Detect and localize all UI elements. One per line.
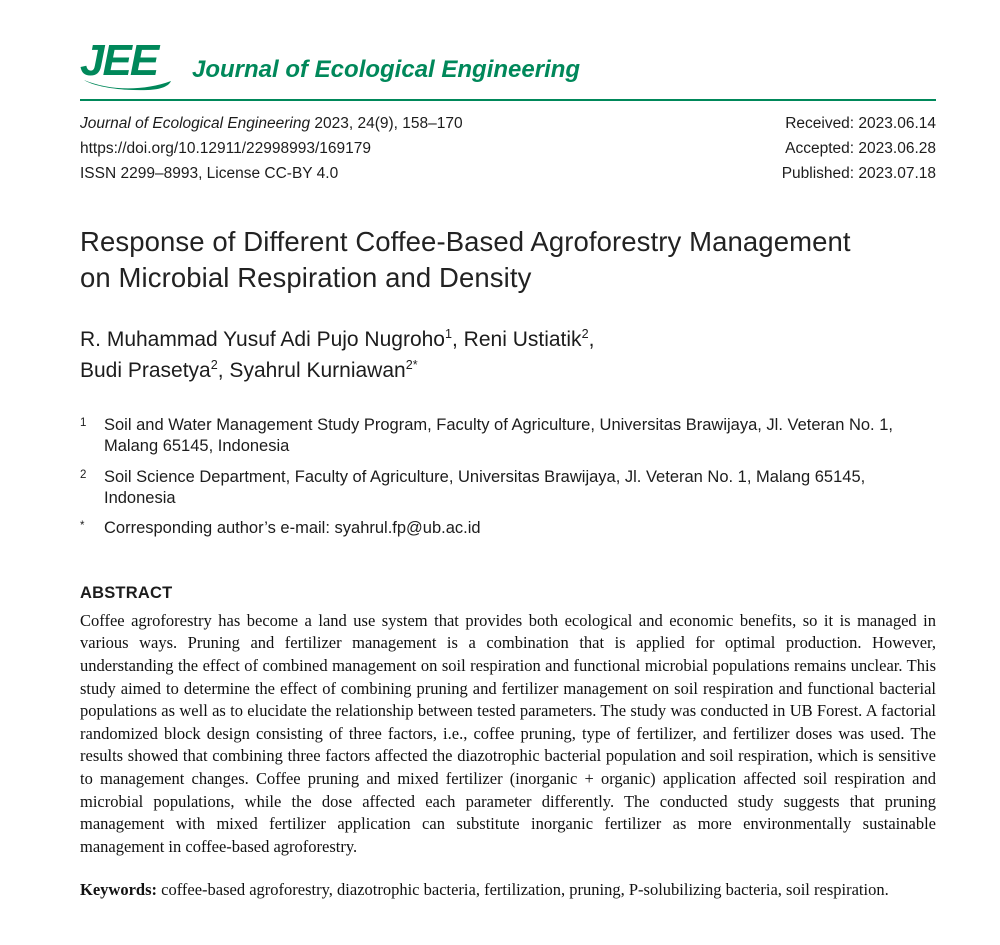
authors-line-2 [80, 355, 936, 387]
corresponding-text [104, 518, 936, 539]
article-metadata [80, 112, 936, 188]
paper-title [80, 224, 936, 297]
dates-block [782, 112, 936, 188]
jee-logo [80, 36, 174, 92]
affiliation-marker: 2 [80, 468, 87, 481]
author-affil-marker: 2 [210, 358, 218, 373]
affiliation-text: Soil Science Department, Faculty of Agriculture, Universitas Brawijaya, Jl. Veteran No. 1, Malang 65145, Indonesia [104, 467, 866, 507]
author-name: R. Muhammad Yusuf Adi Pujo Nugroho [80, 327, 445, 351]
corresponding-author [80, 518, 936, 539]
journal-header [80, 36, 936, 92]
author-name: , Reni Ustiatik [452, 327, 582, 351]
citation-journal: Journal of Ecological Engineering [80, 114, 311, 132]
affiliation-list [80, 415, 936, 540]
published-date: Published: 2023.07.18 [781, 165, 936, 183]
abstract-body: Coffee agroforestry has become a land use system that provides both ecological and economic benefits, so it is managed in various ways. Pruning and fertilizer management is a combination that is applied for optimal production. However, understanding the effect of combined management on soil respiration and functional microbial populations remains unclear. This study aimed to determine the effect of combining pruning and fertilizer management on soil respiration and functional bacterial populations as well as to elucidate the relationship between tested parameters. The study was conducted in UB Forest. A factorial randomized block design consisting of three factors, i.e., coffee pruning, type of fertilizer, and fertilizer doses was used. The results showed that combining three factors affected the diazotrophic bacterial population and soil respiration, which is sensitive to management changes. Coffee pruning and mixed fertilizer (inorganic + organic) application affected soil respiration and microbial populations, while the dose affected each parameter differently. The conducted study suggests that pruning management with mixed fertilizer application can substitute inorganic fertilizer as more environmentally sustainable management in coffee-based agroforestry. [80, 610, 936, 856]
corresponding-label: Corresponding author’s e-mail: [104, 519, 335, 538]
corresponding-marker: * [80, 520, 85, 533]
affiliation-2 [80, 467, 936, 510]
citation-block [80, 112, 463, 188]
author-affil-marker: 2 [581, 326, 589, 341]
header-divider [80, 99, 936, 101]
author-separator: , [588, 327, 595, 351]
authors-line-1 [80, 324, 936, 356]
jee-logo-text: JEE [80, 36, 158, 85]
author-name: Budi Prasetya [80, 359, 211, 383]
author-affil-marker: 2* [405, 358, 418, 373]
paper-title-line-1: Response of Different Coffee-Based Agroforestry Management [80, 225, 851, 257]
corresponding-email-link[interactable]: syahrul.fp@ub.ac.id [334, 519, 481, 538]
accepted-date: Accepted: 2023.06.28 [785, 140, 936, 158]
paper-title-line-2: on Microbial Respiration and Density [80, 262, 532, 294]
affiliation-1 [80, 415, 936, 458]
abstract-heading: ABSTRACT [80, 583, 173, 602]
keywords-text: coffee-based agroforestry, diazotrophic bacteria, fertilization, pruning, P-solubilizing bacteria, soil respiration. [157, 880, 889, 900]
doi-link[interactable]: https://doi.org/10.12911/22998993/169179 [80, 140, 372, 158]
author-affil-marker: 1 [445, 326, 453, 341]
citation-volume: 2023, 24(9), 158–170 [310, 114, 463, 132]
author-list [80, 324, 936, 387]
author-name: , Syahrul Kurniawan [217, 359, 406, 383]
journal-name: Journal of Ecological Engineering [192, 55, 581, 83]
keywords [80, 879, 936, 902]
received-date: Received: 2023.06.14 [785, 114, 936, 132]
keywords-label: Keywords: [80, 880, 157, 900]
affiliation-text: Soil and Water Management Study Program, Faculty of Agriculture, Universitas Brawijaya, Jl. Veteran No. 1, Malang 65145, Indonesia [104, 415, 893, 456]
issn-license: ISSN 2299–8993, License CC-BY 4.0 [80, 165, 339, 183]
citation-line [80, 112, 463, 135]
affiliation-marker: 1 [80, 416, 87, 429]
